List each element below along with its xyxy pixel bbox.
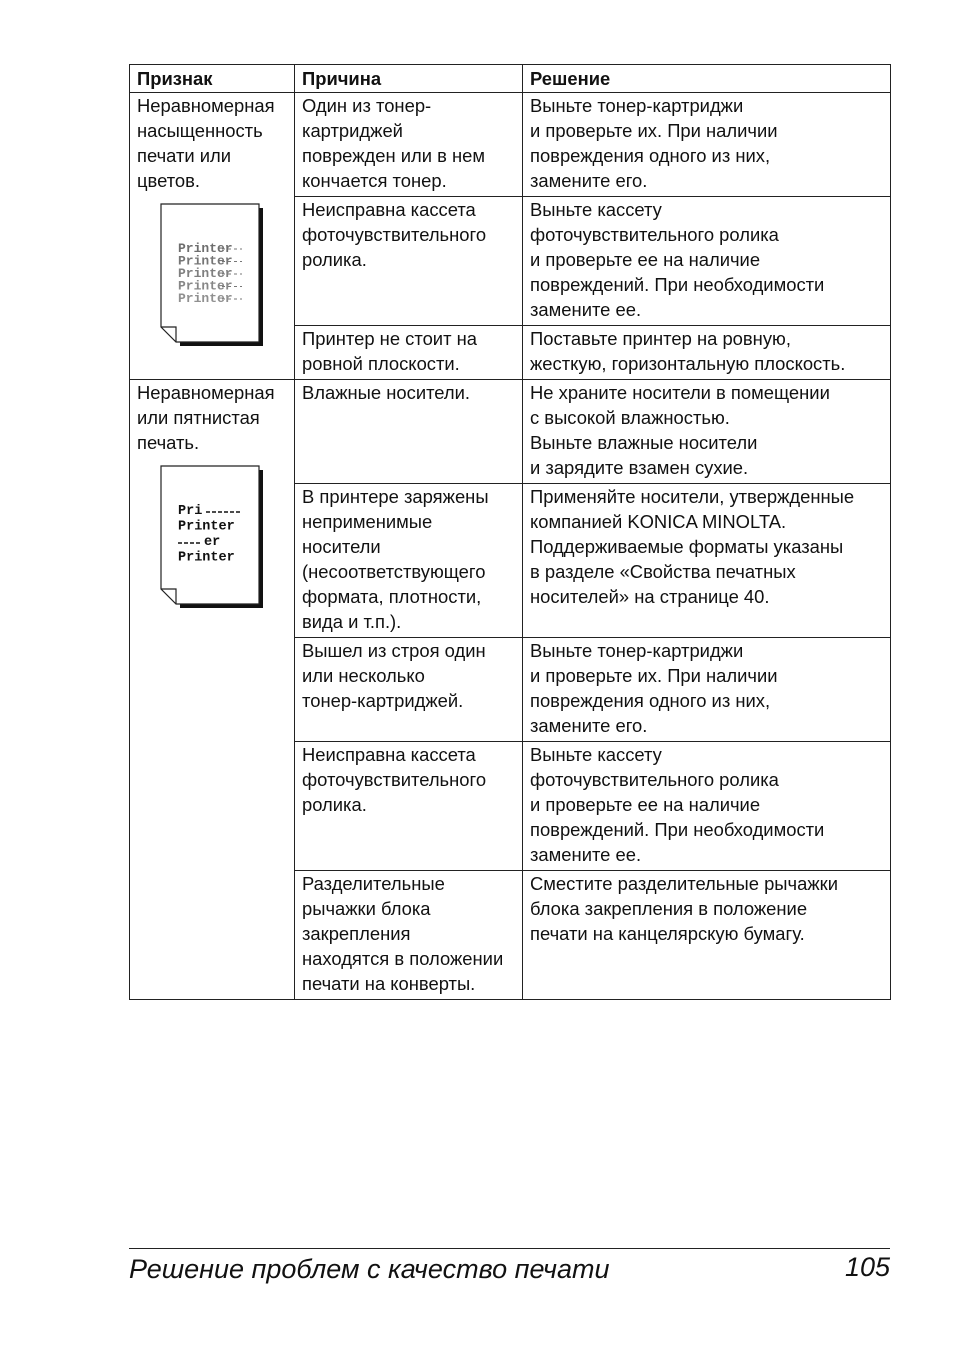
cell-line: повреждений. При необходимости [530, 819, 825, 840]
cell-line: повреждений. При необходимости [530, 274, 825, 295]
cause-cell [295, 484, 523, 638]
cell-line: и проверьте ее на наличие [530, 249, 761, 270]
cell-line: формата, плотности, [302, 586, 482, 607]
cell-line: и зарядите взамен сухие. [530, 457, 749, 478]
cell-line: ролика. [302, 794, 367, 815]
cell-line: с высокой влажностью. [530, 407, 730, 428]
spotty-print-sample-icon [160, 465, 264, 609]
cause-cell [295, 380, 523, 484]
cell-line: Выньте тонер-картриджи [530, 95, 744, 116]
cell-line: фоточувствительного [302, 224, 487, 245]
solution-cell [523, 380, 891, 484]
cell-line: и проверьте их. При наличии [530, 120, 778, 141]
cell-line: неприменимые [302, 511, 433, 532]
cell-line: Сместите разделительные рычажки [530, 873, 838, 894]
footer-divider [129, 1248, 890, 1249]
sample-text: Printer [178, 266, 233, 281]
cell-line: замените его. [530, 715, 648, 736]
sample-text: Printer [178, 291, 233, 306]
cell-line: Вышел из строя один [302, 640, 486, 661]
cell-line: Применяйте носители, утвержденные [530, 486, 855, 507]
cell-line: в разделе «Свойства печатных [530, 561, 796, 582]
cell-line: находятся в положении [302, 948, 504, 969]
header-symptom: Признак [130, 65, 295, 93]
symptom-text [137, 380, 290, 455]
sample-text: Printer [178, 253, 233, 269]
cell-line: Поставьте принтер на ровную, [530, 328, 791, 349]
cell-line: фоточувствительного ролика [530, 769, 779, 790]
cell-line: фоточувствительного ролика [530, 224, 779, 245]
cell-line: Неравномерная [137, 95, 275, 116]
cell-line: кончается тонер. [302, 170, 447, 191]
cell-line: Неисправна кассета [302, 199, 476, 220]
cell-line: закрепления [302, 923, 411, 944]
cell-line: и проверьте их. При наличии [530, 665, 778, 686]
cell-line: повреждения одного из них, [530, 690, 771, 711]
cause-cell [295, 871, 523, 1000]
cell-line: В принтере заряжены [302, 486, 489, 507]
sample-text: Printer [178, 278, 233, 294]
symptom-cell [130, 380, 295, 1000]
cell-line: Неравномерная [137, 382, 275, 403]
cell-line: печати на конверты. [302, 973, 476, 994]
cell-line: Влажные носители. [302, 382, 471, 403]
symptom-text [137, 93, 290, 193]
faded-print-sample-icon [160, 203, 264, 347]
symptom-cell [130, 93, 295, 380]
cause-cell [295, 742, 523, 871]
solution-cell [523, 638, 891, 742]
solution-cell [523, 93, 891, 197]
cell-line: ролика. [302, 249, 367, 270]
solution-cell [523, 197, 891, 326]
table-row [130, 380, 891, 484]
cause-cell [295, 326, 523, 380]
cell-line: Выньте влажные носители [530, 432, 758, 453]
cell-line: ровной плоскости. [302, 353, 460, 374]
cell-line: замените его. [530, 170, 648, 191]
cell-line: фоточувствительного [302, 769, 487, 790]
cell-line: печати на канцелярскую бумагу. [530, 923, 805, 944]
cell-line: вида и т.п.). [302, 611, 402, 632]
cell-line: поврежден или в нем [302, 145, 486, 166]
cell-line: носителей» на странице 40. [530, 586, 770, 607]
cause-cell [295, 197, 523, 326]
cause-cell [295, 93, 523, 197]
sample-text: er [204, 535, 221, 550]
cell-line: печати или [137, 145, 232, 166]
sample-text: Pri [178, 504, 203, 519]
cell-line: рычажки блока [302, 898, 431, 919]
cell-line: жесткую, горизонтальную плоскость. [530, 353, 846, 374]
cell-line: Не храните носители в помещении [530, 382, 830, 403]
solution-cell [523, 742, 891, 871]
header-cause: Причина [295, 65, 523, 93]
cell-line: насыщенность [137, 120, 263, 141]
cell-line: замените ее. [530, 844, 642, 865]
cell-line: (несоответствующего [302, 561, 486, 582]
cell-line: компанией KONICA MINOLTA. [530, 511, 787, 532]
solution-cell [523, 484, 891, 638]
cell-line: Поддерживаемые форматы указаны [530, 536, 844, 557]
cause-cell [295, 638, 523, 742]
cell-line: или пятнистая [137, 407, 260, 428]
cell-line: тонер-картриджей. [302, 690, 464, 711]
cell-line: печать. [137, 432, 200, 453]
table-header-row [130, 65, 891, 93]
cell-line: цветов. [137, 170, 201, 191]
table-row [130, 93, 891, 197]
cell-line: носители [302, 536, 381, 557]
cell-line: Выньте кассету [530, 199, 662, 220]
header-solution: Решение [523, 65, 891, 93]
cell-line: Один из тонер- [302, 95, 432, 116]
cell-line: или несколько [302, 665, 425, 686]
cell-line: повреждения одного из них, [530, 145, 771, 166]
sample-text: Printer [178, 550, 235, 566]
footer-title: Решение проблем с качество печати [129, 1254, 610, 1284]
cell-line: Выньте кассету [530, 744, 662, 765]
cell-line: блока закрепления в положение [530, 898, 808, 919]
cell-line: Выньте тонер-картриджи [530, 640, 744, 661]
cell-line: Разделительные [302, 873, 445, 894]
cell-line: Неисправна кассета [302, 744, 476, 765]
cell-line: Принтер не стоит на [302, 328, 477, 349]
sample-text: Printer [178, 241, 233, 256]
sample-text: Printer [178, 519, 235, 535]
troubleshooting-table [129, 64, 891, 1000]
cell-line: картриджей [302, 120, 403, 141]
cell-line: и проверьте ее на наличие [530, 794, 761, 815]
solution-cell [523, 326, 891, 380]
solution-cell [523, 871, 891, 1000]
cell-line: замените ее. [530, 299, 642, 320]
page-number: 105 [844, 1252, 890, 1282]
